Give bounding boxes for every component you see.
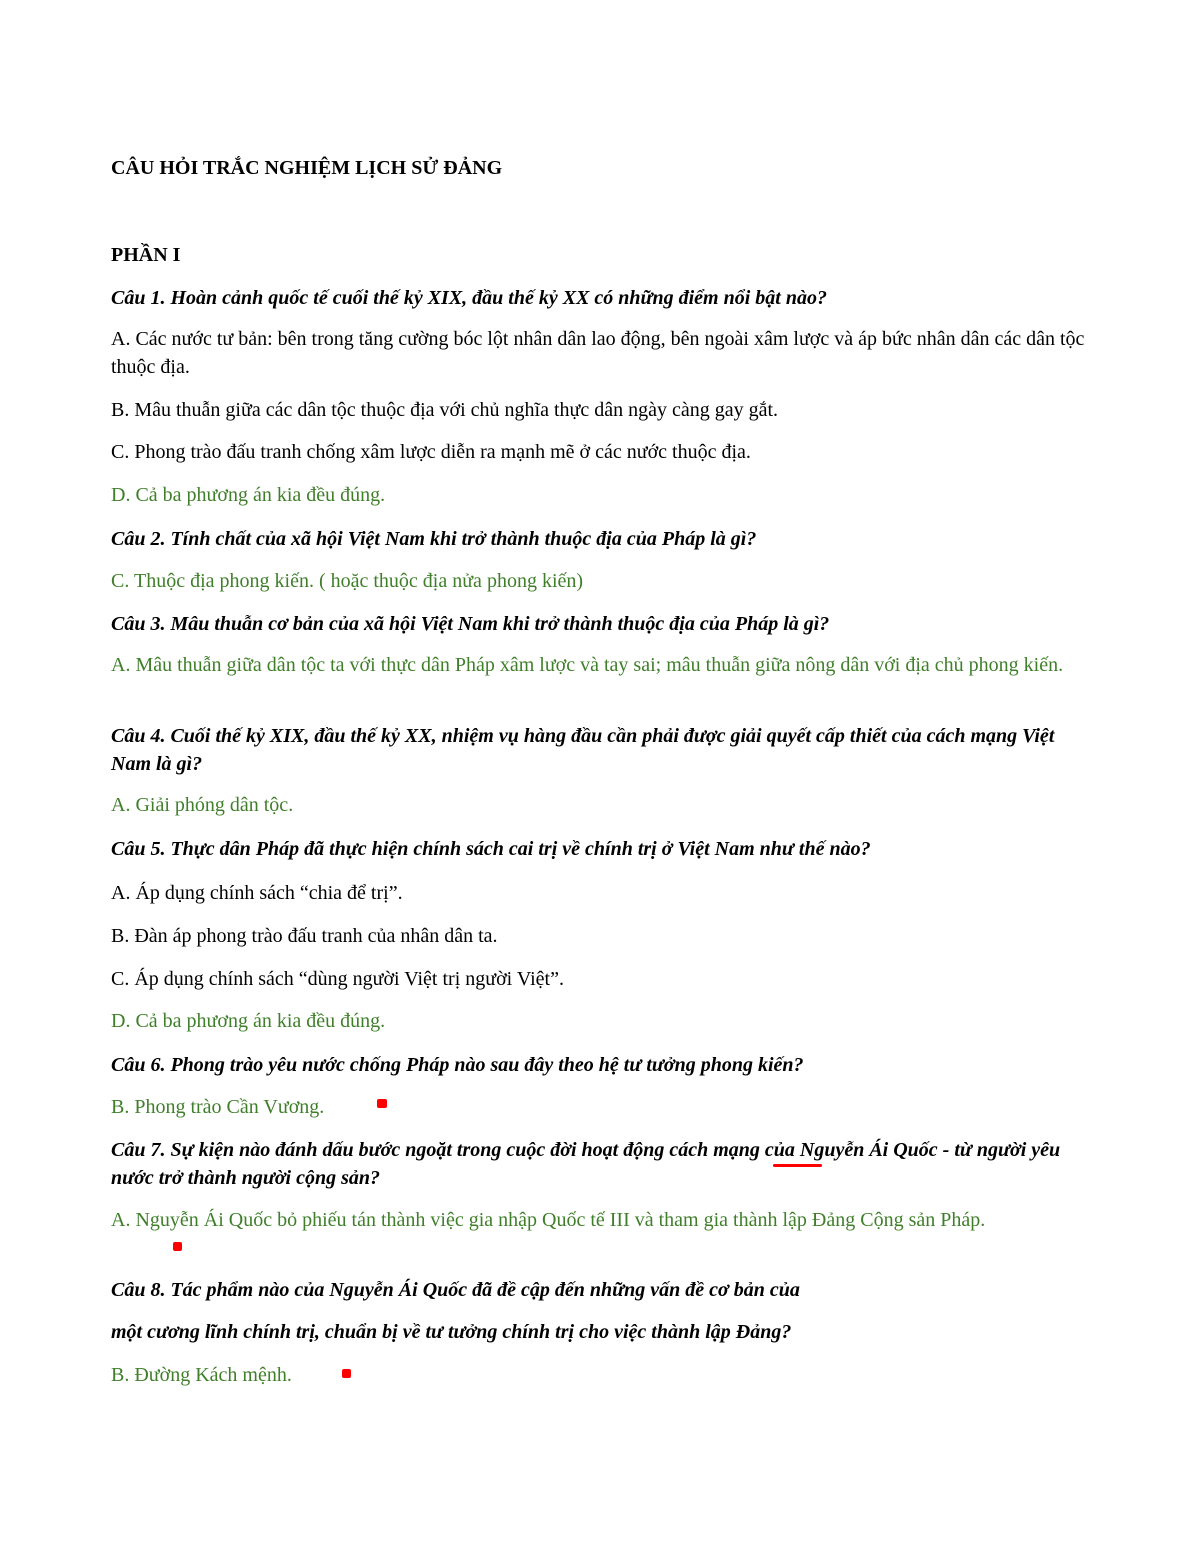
question-8-answer: B. Đường Kách mệnh. — [111, 1364, 292, 1386]
red-mark — [377, 1099, 387, 1108]
question-5: Câu 5. Thực dân Pháp đã thực hiện chính sách cai trị về chính trị ở Việt Nam như thế nào? — [111, 838, 871, 860]
question-4-answer: A. Giải phóng dân tộc. — [111, 794, 294, 816]
question-7: Câu 7. Sự kiện nào đánh dấu bước ngoặt trong cuộc đời hoạt động cách mạng của Nguyễn Ái Quốc - từ người yêu nước trở thành người cộng sản? — [111, 1139, 1061, 1189]
question-5-option-b: B. Đàn áp phong trào đấu tranh của nhân dân ta. — [111, 925, 498, 947]
question-7-answer: A. Nguyễn Ái Quốc bỏ phiếu tán thành việc gia nhập Quốc tế III và tham gia thành lập Đảng Cộng sản Pháp. — [111, 1209, 986, 1231]
question-1-option-a: A. Các nước tư bản: bên trong tăng cường bóc lột nhân dân lao động, bên ngoài xâm lược và áp bức nhân dân các dân tộc thuộc địa. — [111, 328, 1085, 378]
question-1: Câu 1. Hoàn cảnh quốc tế cuối thế kỷ XIX, đầu thế kỷ XX có những điểm nổi bật nào? — [111, 287, 827, 309]
question-5-answer: D. Cả ba phương án kia đều đúng. — [111, 1010, 386, 1032]
question-6: Câu 6. Phong trào yêu nước chống Pháp nào sau đây theo hệ tư tưởng phong kiến? — [111, 1054, 804, 1076]
red-mark — [342, 1369, 351, 1378]
question-2-answer: C. Thuộc địa phong kiến. ( hoặc thuộc địa nửa phong kiến) — [111, 570, 584, 592]
question-2: Câu 2. Tính chất của xã hội Việt Nam khi trở thành thuộc địa của Pháp là gì? — [111, 528, 757, 550]
red-underline — [773, 1164, 822, 1167]
question-1-option-c: C. Phong trào đấu tranh chống xâm lược diễn ra mạnh mẽ ở các nước thuộc địa. — [111, 441, 751, 463]
question-8-line-1: Câu 8. Tác phẩm nào của Nguyễn Ái Quốc đã đề cập đến những vấn đề cơ bản của — [111, 1279, 800, 1301]
question-8-line-2: một cương lĩnh chính trị, chuẩn bị về tư tưởng chính trị cho việc thành lập Đảng? — [111, 1321, 792, 1343]
section-heading: PHẦN I — [111, 244, 181, 266]
red-mark — [173, 1242, 182, 1251]
question-1-answer: D. Cả ba phương án kia đều đúng. — [111, 484, 386, 506]
question-3-answer: A. Mâu thuẫn giữa dân tộc ta với thực dân Pháp xâm lược và tay sai; mâu thuẫn giữa nông dân với địa chủ phong kiến. — [111, 654, 1064, 676]
page-title: CÂU HỎI TRẮC NGHIỆM LỊCH SỬ ĐẢNG — [111, 157, 503, 179]
question-1-option-b: B. Mâu thuẫn giữa các dân tộc thuộc địa với chủ nghĩa thực dân ngày càng gay gắt. — [111, 399, 779, 421]
question-4: Câu 4. Cuối thế kỷ XIX, đầu thế kỷ XX, nhiệm vụ hàng đầu cần phải được giải quyết cấp thiết của cách mạng Việt Nam là gì? — [111, 725, 1055, 775]
question-3: Câu 3. Mâu thuẫn cơ bản của xã hội Việt Nam khi trở thành thuộc địa của Pháp là gì? — [111, 613, 830, 635]
question-5-option-c: C. Áp dụng chính sách “dùng người Việt trị người Việt”. — [111, 968, 564, 990]
question-5-option-a: A. Áp dụng chính sách “chia để trị”. — [111, 882, 403, 904]
question-6-answer: B. Phong trào Cần Vương. — [111, 1096, 325, 1118]
